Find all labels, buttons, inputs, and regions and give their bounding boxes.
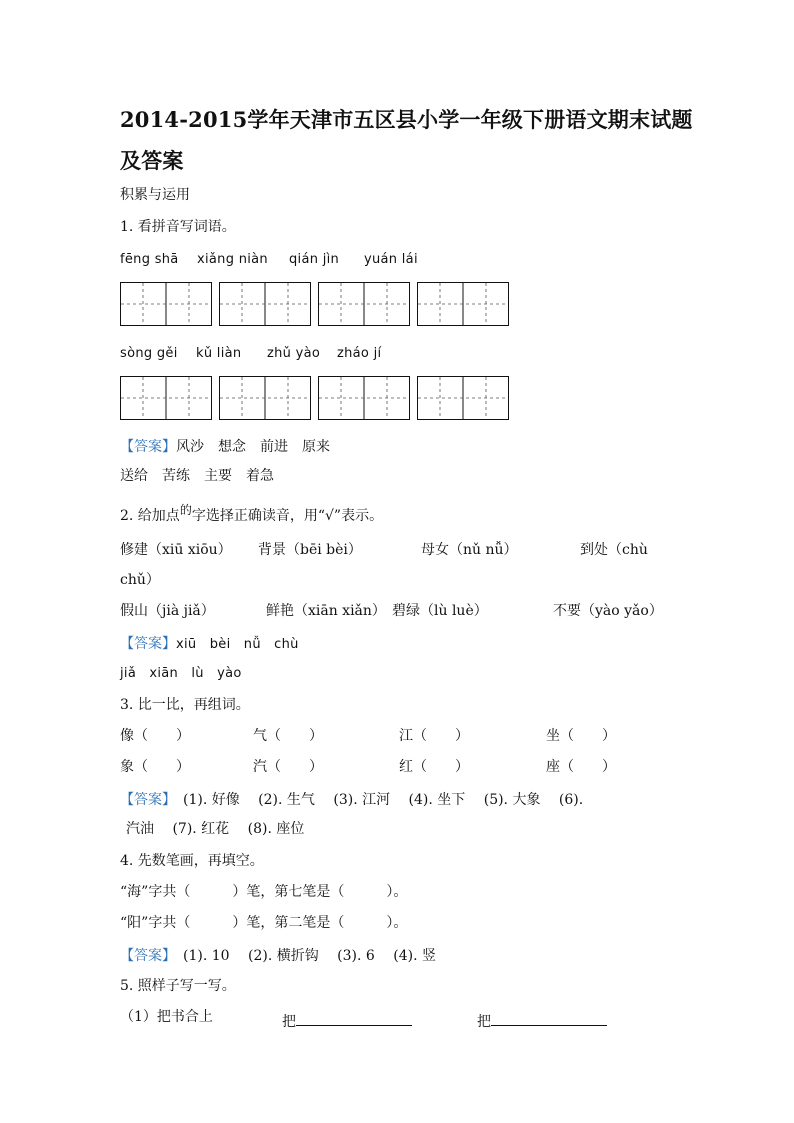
q3-cell: 汽（ ） [253,759,323,775]
question-2-title-raised: 的 [179,503,192,517]
writing-grid-lines [120,282,212,326]
answer-block-4 [120,947,436,963]
writing-grid[interactable] [318,376,410,420]
question-1-title: 1. 看拼音写词语。 [120,219,236,235]
writing-grid-lines [318,376,410,420]
writing-grid-lines [417,376,509,420]
q2-item-3: 母女（nǔ nǚ） [421,542,518,558]
question-3-title: 3. 比一比，再组词。 [120,697,250,713]
q2-item-5: 假山（jià jiǎ） [120,603,215,619]
writing-grid[interactable] [120,282,212,326]
q3-cell: 红（ ） [399,759,469,775]
pinyin-row2-item4: zháo jí [337,346,382,361]
answer-block-1 [120,438,330,454]
writing-grid-lines [417,282,509,326]
q2-item-6: 鲜艳（xiān xiǎn） [266,603,386,619]
q3-cell: 像（ ） [120,728,190,744]
answer-continuation: jiǎ xiān lù yào [120,666,242,681]
q5-prefix: 把 [282,1014,296,1030]
question-5-title: 5. 照样子写一写。 [120,978,236,994]
answer-tag: 【答案】 [120,636,176,652]
pinyin-row2-item1: sòng gěi [120,346,178,361]
writing-grid[interactable] [219,282,311,326]
pinyin-row1-item3: qián jìn [289,252,340,267]
q4-line-2: “阳”字共（ ）笔，第二笔是（ ）。 [120,915,408,931]
document-title-line1: 2014-2015学年天津市五区县小学一年级下册语文期末试题 [120,107,693,132]
q2-item-2: 背景（bēi bèi） [258,542,362,558]
writing-grid[interactable] [417,282,509,326]
q5-prefix: 把 [477,1014,491,1030]
pinyin-row1-item4: yuán lái [364,252,418,267]
answer-block-3 [120,791,583,807]
writing-grid-lines [120,376,212,420]
q4-line-1: “海”字共（ ）笔，第七笔是（ ）。 [120,884,408,900]
pinyin-row1-item1: fēng shā [120,252,179,267]
q3-cell: 象（ ） [120,759,190,775]
q2-item-1: 修建（xiū xiōu） [120,542,232,558]
q3-cell: 江（ ） [399,728,469,744]
document-title-line2: 及答案 [120,148,184,173]
q2-item-4-wrap: chǔ） [120,572,160,588]
answer-tag: 【答案】 [120,439,176,455]
answer-text: 风沙 想念 前进 原来 [176,439,330,455]
answer-continuation: 送给 苦练 主要 着急 [120,468,274,484]
writing-grid[interactable] [120,376,212,420]
answer-tag: 【答案】 [120,948,169,964]
q2-item-7: 碧绿（lù luè） [392,603,488,619]
writing-grid[interactable] [318,282,410,326]
writing-grid-lines [318,282,410,326]
fill-blank[interactable] [491,1010,607,1026]
q5-fill-1[interactable] [282,1010,412,1029]
q3-cell: 座（ ） [546,759,616,775]
writing-grid-lines [219,282,311,326]
answer-tag: 【答案】 [120,792,169,808]
q5-fill-2[interactable] [477,1010,607,1029]
answer-text: (1). 10 (2). 横折钩 (3). 6 (4). 竖 [169,948,436,964]
pinyin-row2-item3: zhǔ yào [267,346,321,361]
pinyin-row2-item2: kǔ liàn [196,346,242,361]
q3-cell: 气（ ） [253,728,323,744]
fill-blank[interactable] [296,1010,412,1026]
question-2-title-part1: 2. 给加点 [120,508,180,524]
answer-text: xiū bèi nǚ chù [176,637,299,652]
writing-grid-lines [219,376,311,420]
writing-grid[interactable] [417,376,509,420]
pinyin-row1-item2: xiǎng niàn [197,252,268,267]
answer-text: (1). 好像 (2). 生气 (3). 江河 (4). 坐下 (5). 大象 (6). [169,792,584,808]
question-2-title-part2: 字选择正确读音，用“√”表示。 [191,508,384,524]
q2-item-8: 不要（yào yǎo） [553,603,663,619]
q2-item-4: 到处（chù [580,542,648,558]
answer-continuation: 汽油 (7). 红花 (8). 座位 [126,821,305,837]
section-heading: 积累与运用 [120,187,190,203]
q3-cell: 坐（ ） [546,728,616,744]
question-2-title [120,503,384,524]
writing-grid[interactable] [219,376,311,420]
q5-example: （1）把书合上 [120,1009,213,1025]
answer-block-2 [120,635,299,651]
question-4-title: 4. 先数笔画，再填空。 [120,853,264,869]
